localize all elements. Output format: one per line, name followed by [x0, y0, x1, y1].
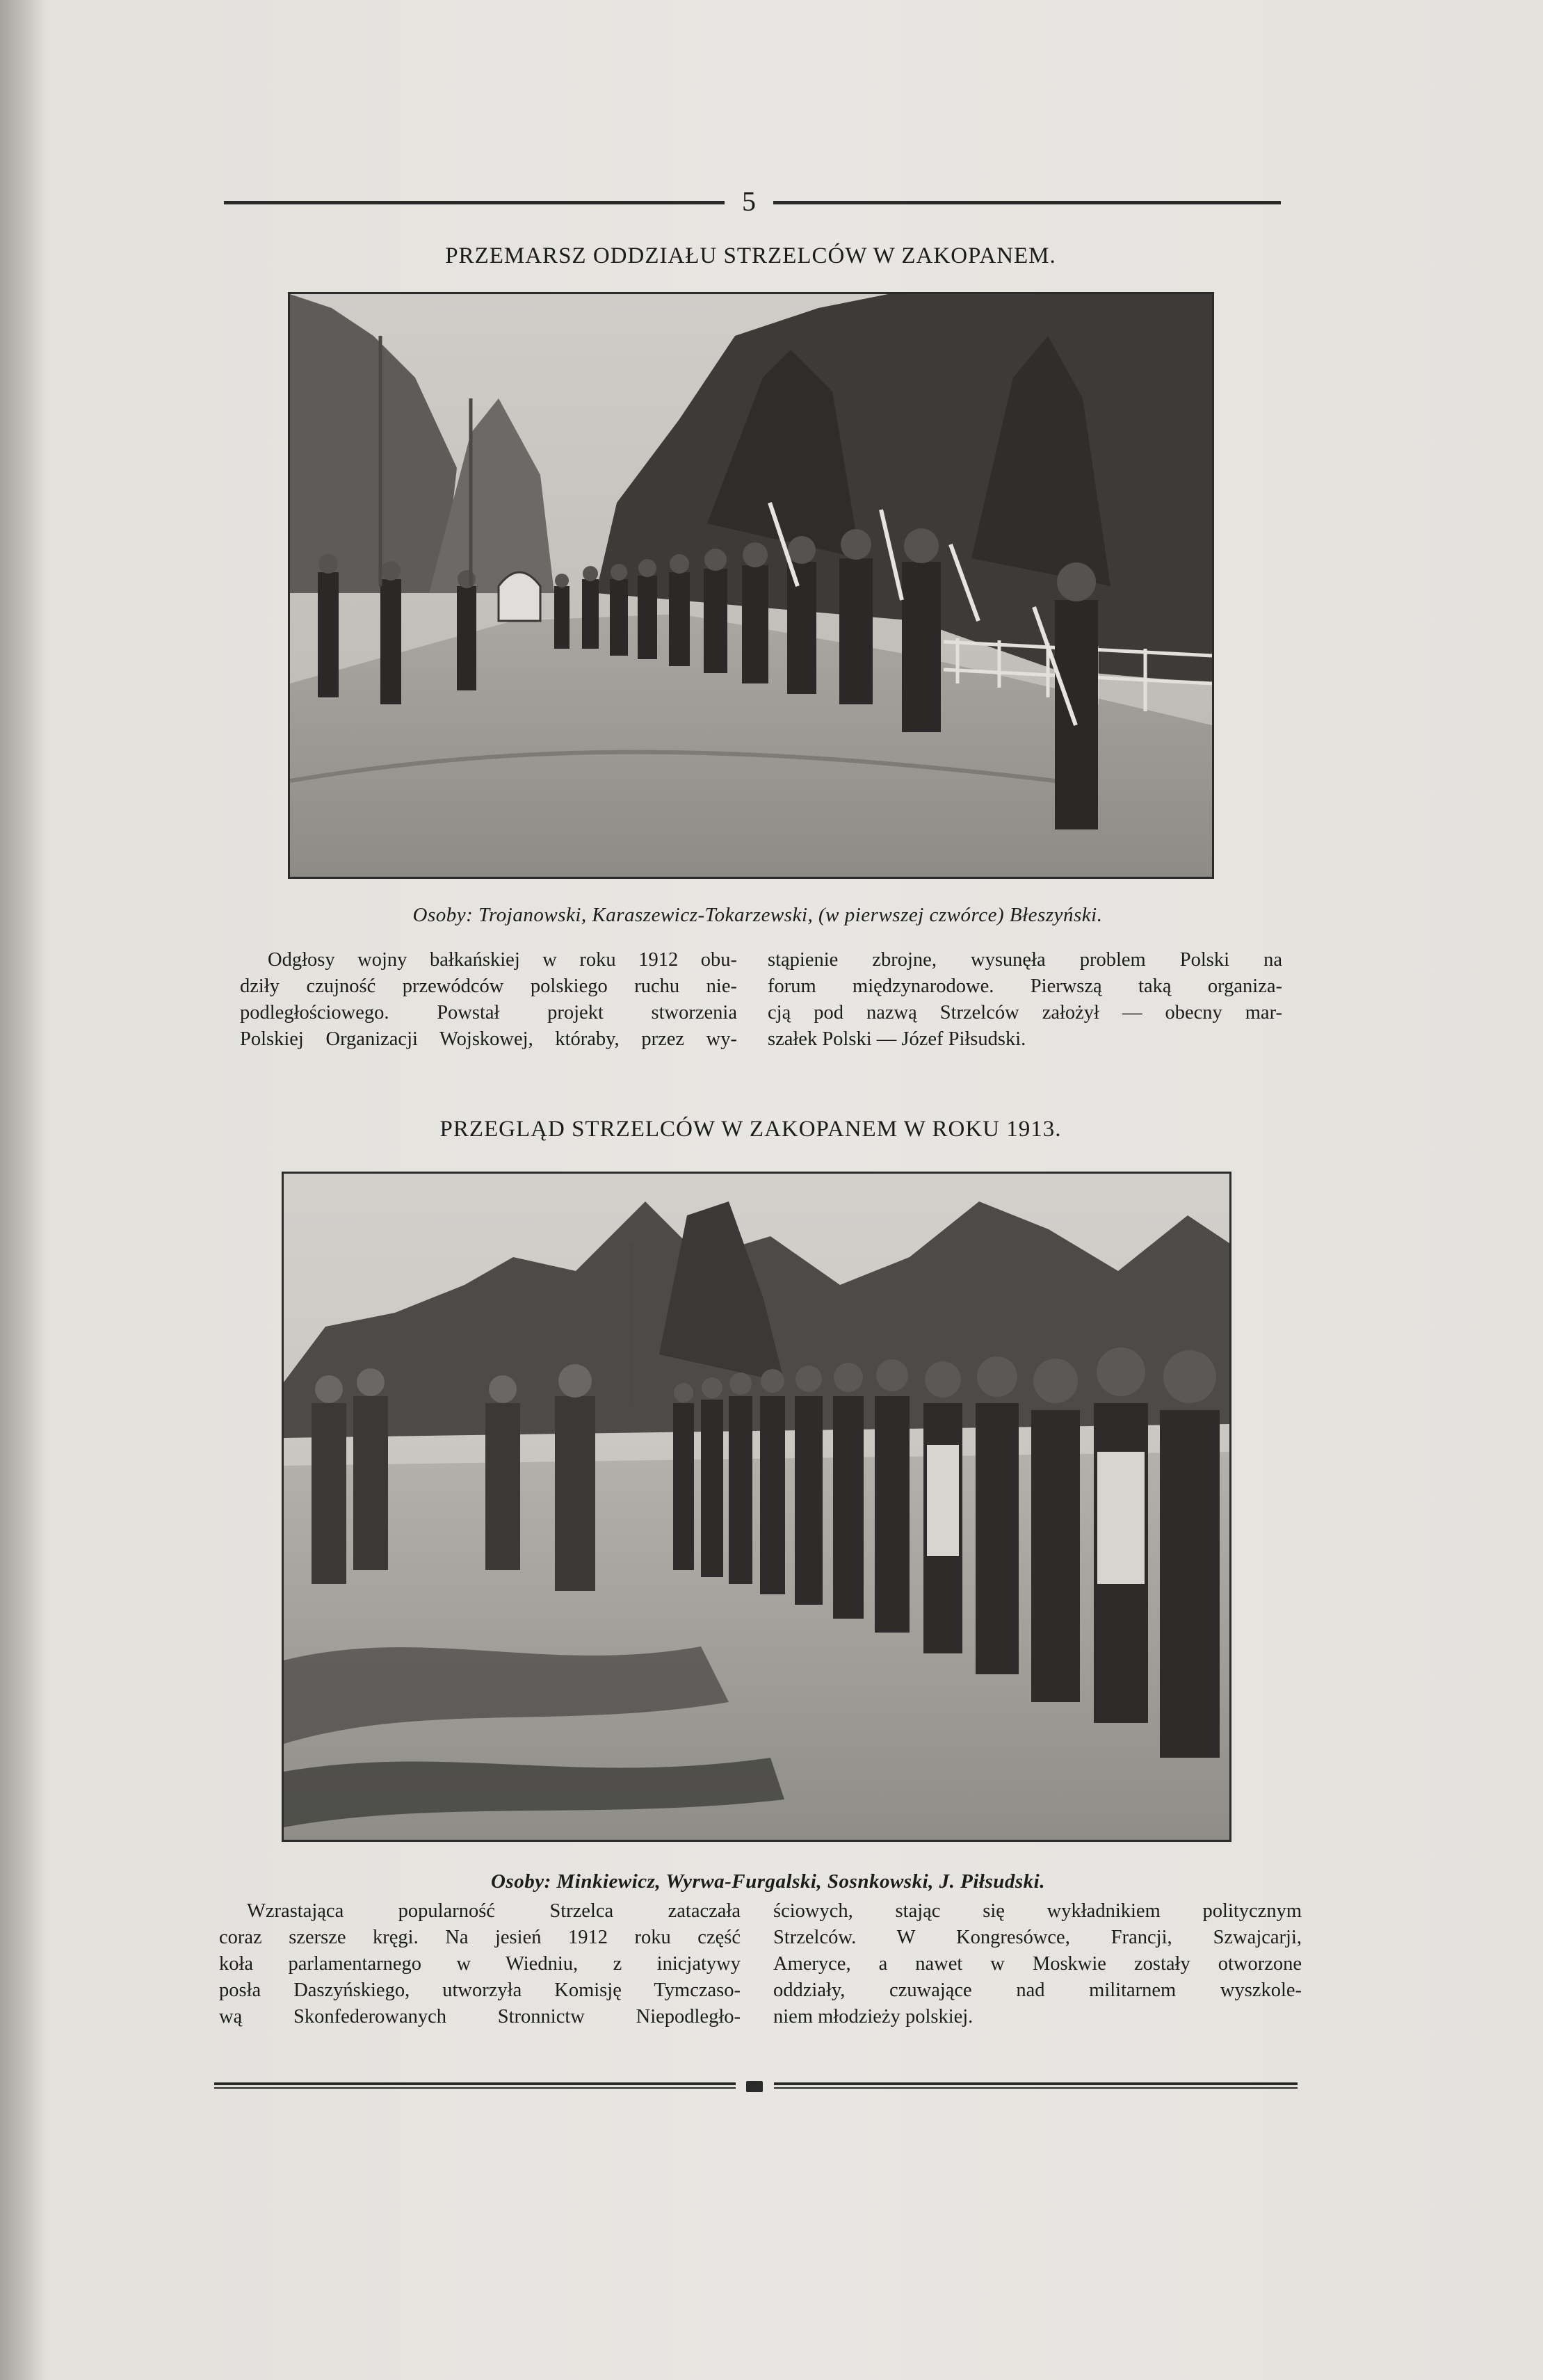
- text-line: Ameryce, a nawet w Moskwie zostały otworzone: [773, 1953, 1302, 1975]
- text-line: niem młodzieży polskiej.: [773, 2006, 974, 2027]
- section-2-title: PRZEGLĄD STRZELCÓW W ZAKOPANEM W ROKU 1913.: [439, 1117, 1062, 1142]
- text-line: podległościowego. Powstał projekt stworzenia: [240, 1002, 737, 1023]
- text-line: Strzelców. W Kongresówce, Francji, Szwajcarji,: [773, 1927, 1302, 1948]
- photo-march-of-riflemen: [288, 292, 1214, 879]
- footer-rule-left-thin: [214, 2087, 736, 2089]
- section-2-caption: Osoby: Minkiewicz, Wyrwa-Furgalski, Sosnkowski, J. Piłsudski.: [490, 1870, 1045, 1893]
- text-line: coraz szersze kręgi. Na jesień 1912 roku część: [219, 1927, 741, 1948]
- section-2-text-left: [219, 1898, 741, 2030]
- footer-rule-right: [774, 2082, 1298, 2085]
- section-1-caption: Osoby: Trojanowski, Karaszewicz-Tokarzewski, (w pierwszej czwórce) Błeszyński.: [412, 904, 1103, 926]
- text-line: Odgłosy wojny bałkańskiej w roku 1912 obu-: [268, 949, 737, 971]
- section-1-text-right: [768, 947, 1282, 1053]
- text-line: forum międzynarodowe. Pierwszą taką organiza-: [768, 976, 1282, 997]
- text-line: ściowych, stając się wykładnikiem politycznym: [773, 1900, 1302, 1922]
- photo-march-image: [290, 294, 1212, 877]
- text-line: Wzrastająca popularność Strzelca zataczała: [247, 1900, 741, 1922]
- text-line: stąpienie zbrojne, wysunęła problem Polski na: [768, 949, 1282, 971]
- text-line: koła parlamentarnego w Wiedniu, z inicjatywy: [219, 1953, 741, 1975]
- header-rule-left: [224, 201, 725, 204]
- book-spine-shadow: [0, 0, 49, 2380]
- text-line: posła Daszyńskiego, utworzyła Komisję Tymczaso-: [219, 1980, 741, 2001]
- photo-review-image: [284, 1174, 1229, 1840]
- text-line: Polskiej Organizacji Wojskowej, któraby, przez wy-: [240, 1028, 737, 1050]
- section-1-text-left: [240, 947, 737, 1053]
- header-rule-right: [773, 201, 1281, 204]
- footer-rule-right-thin: [774, 2087, 1298, 2089]
- section-2-text-right: [773, 1898, 1302, 2030]
- footer-rule-left: [214, 2082, 736, 2085]
- photo-review-of-riflemen: [282, 1172, 1231, 1842]
- text-line: wą Skonfederowanych Stronnictw Niepodległo-: [219, 2006, 741, 2027]
- page-number: 5: [742, 186, 756, 217]
- footer-rule: [214, 2081, 1298, 2098]
- footer-ornament: [746, 2081, 763, 2092]
- text-line: szałek Polski — Józef Piłsudski.: [768, 1028, 1026, 1050]
- text-line: dziły czujność przewódców polskiego ruchu nie-: [240, 976, 737, 997]
- header-rule: [224, 186, 1281, 217]
- section-1-title: PRZEMARSZ ODDZIAŁU STRZELCÓW W ZAKOPANEM.: [445, 243, 1056, 268]
- text-line: cją pod nazwą Strzelców założył — obecny mar-: [768, 1002, 1282, 1023]
- text-line: oddziały, czuwające nad militarnem wyszkole-: [773, 1980, 1302, 2001]
